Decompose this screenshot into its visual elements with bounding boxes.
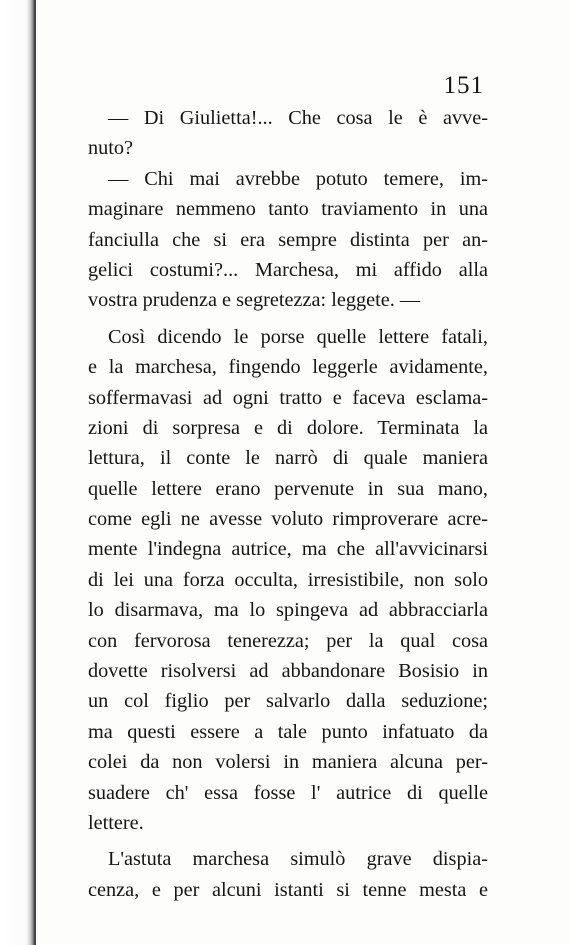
text-line: gelici costumi?... Marchesa, mi affido alla	[88, 258, 488, 281]
text-line: cenza, e per alcuni istanti si tenne mesta e	[88, 878, 488, 901]
text-line: nuto?	[88, 137, 134, 160]
text-line: soffermavasi ad ogni tratto e faceva esclama-	[88, 386, 488, 409]
text-line: suadere ch' essa fosse l' autrice di quelle	[88, 781, 488, 804]
paragraph-1	[88, 103, 488, 164]
text-line: come egli ne avesse voluto rimproverare acre-	[88, 508, 488, 531]
text-line: zioni di sorpresa e di dolore. Terminata la	[88, 416, 488, 439]
page-binding-edge	[0, 0, 36, 945]
text-line: un col figlio per salvarlo dalla seduzione;	[88, 690, 488, 713]
page-number: 151	[443, 72, 484, 99]
paragraph-4	[88, 844, 488, 905]
text-line: lettere.	[88, 811, 144, 834]
body-text	[88, 103, 488, 905]
text-line: vostra prudenza e segretezza: leggete. —	[88, 289, 421, 312]
text-line: — Di Giulietta!... Che cosa le è avve-	[108, 107, 488, 129]
text-line: e la marchesa, fingendo leggerle avidamente,	[88, 356, 488, 379]
text-line: lettura, il conte le narrò di quale maniera	[88, 447, 488, 470]
text-line: colei da non volersi in maniera alcuna per-	[88, 751, 488, 774]
text-line: di lei una forza occulta, irresistibile, non solo	[88, 568, 488, 591]
paragraph-2	[88, 164, 488, 316]
paragraph-3	[88, 322, 488, 839]
text-line: mente l'indegna autrice, ma che all'avvicinarsi	[88, 538, 488, 561]
text-line: lo disarmava, ma lo spingeva ad abbracciarla	[88, 599, 488, 622]
text-line: Così dicendo le porse quelle lettere fatali,	[108, 325, 488, 348]
text-line: dovette risolversi ad abbandonare Bosisio in	[88, 660, 488, 683]
text-line: L'astuta marchesa simulò grave dispia-	[108, 848, 488, 871]
text-line: maginare nemmeno tanto traviamento in una	[88, 198, 488, 221]
text-line: — Chi mai avrebbe potuto temere, im-	[108, 167, 488, 190]
text-line: quelle lettere erano pervenute in sua mano,	[88, 477, 488, 500]
text-line: ma questi essere a tale punto infatuato da	[88, 720, 488, 743]
text-line: con fervorosa tenerezza; per la qual cosa	[88, 629, 488, 652]
text-line: fanciulla che si era sempre distinta per an-	[88, 228, 488, 251]
